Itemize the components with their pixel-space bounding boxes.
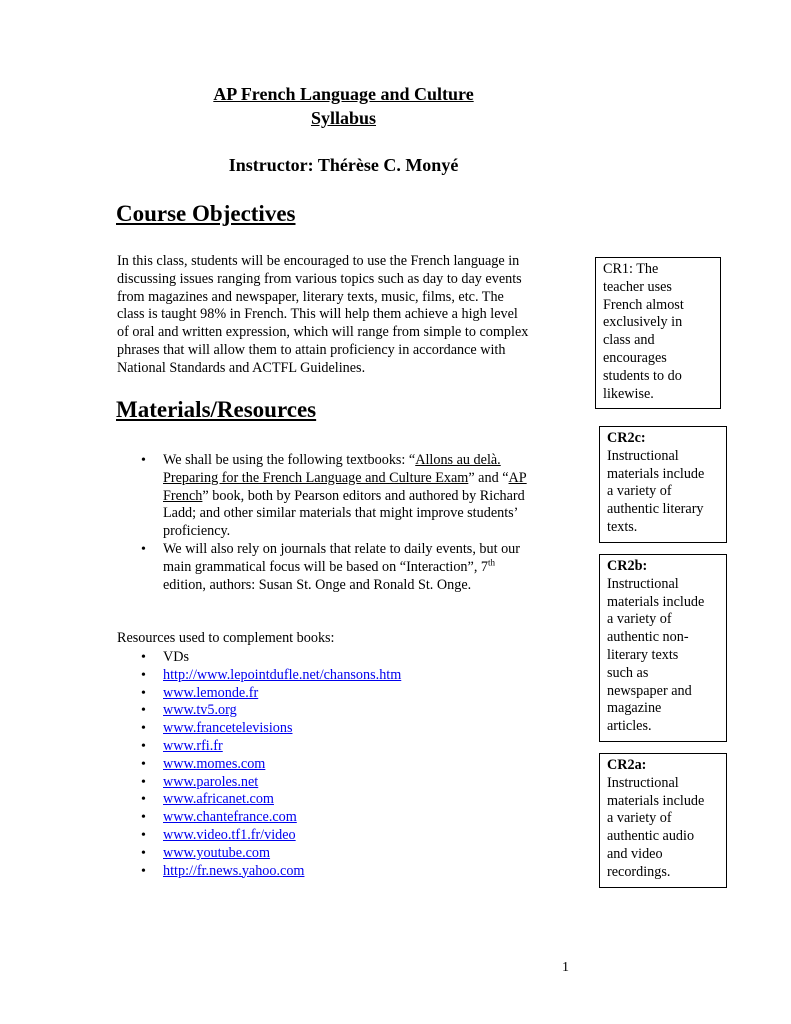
list-item: [141, 791, 541, 809]
objectives-line: of oral and written expression, which will range from simple to complex: [117, 324, 529, 341]
resource-link[interactable]: www.africanet.com: [163, 791, 274, 808]
objectives-line: from magazines and newspaper, literary texts, music, films, etc. The: [117, 288, 504, 305]
cr2b-box: CR2b: Instructional materials include a variety of authentic non- literary texts such as newspaper and magazine articles.: [599, 554, 727, 742]
list-item: • We will also rely on journals that relate to daily events, but our main grammatical focus will be based on “Interaction”, 7th edition, authors: Susan St. Onge and Ronald St. Onge.: [141, 541, 571, 594]
course-objectives-paragraph: [117, 253, 587, 378]
cr1-box: CR1: The teacher uses French almost exclusively in class and encourages students to do likewise.: [595, 257, 721, 409]
textbook-link-allons[interactable]: Allons au delà.: [415, 452, 501, 468]
cr2a-box: CR2a: Instructional materials include a variety of authentic audio and video recordings.: [599, 753, 727, 888]
list-item: [141, 774, 541, 792]
objectives-line: National Standards and ACTFL Guidelines.: [117, 359, 366, 376]
cr2b-title: CR2b:: [607, 558, 648, 574]
syllabus-subtitle: Syllabus: [310, 108, 377, 128]
resource-link[interactable]: www.lemonde.fr: [163, 684, 259, 701]
list-item: [141, 827, 541, 845]
list-item: [141, 738, 541, 756]
resource-link[interactable]: www.video.tf1.fr/video: [163, 826, 296, 843]
objectives-line: In this class, students will be encouraged to use the French language in: [117, 253, 520, 269]
list-item: [141, 649, 541, 667]
objectives-line: discussing issues ranging from various topics such as day to day events: [117, 270, 522, 287]
textbook-list: [141, 452, 571, 594]
list-item: [141, 809, 541, 827]
instructor-line: Instructor: Thérèse C. Monyé: [228, 155, 459, 175]
resource-link[interactable]: www.youtube.com: [163, 844, 271, 861]
resource-link[interactable]: www.paroles.net: [163, 773, 259, 790]
resource-link[interactable]: www.francetelevisions: [163, 720, 293, 737]
list-item: [141, 845, 541, 863]
resource-link[interactable]: www.tv5.org: [163, 702, 237, 719]
resources-intro: Resources used to complement books:: [117, 630, 335, 646]
resources-list: [141, 649, 541, 880]
list-item: [141, 667, 541, 685]
list-item: [141, 685, 541, 703]
resource-link[interactable]: http://fr.news.yahoo.com: [163, 862, 305, 879]
resource-label: VDs: [163, 649, 190, 665]
resource-link[interactable]: www.chantefrance.com: [163, 809, 297, 826]
course-objectives-heading: Course Objectives: [116, 201, 296, 226]
cr2c-box: CR2c: Instructional materials include a variety of authentic literary texts.: [599, 426, 727, 543]
list-item: [141, 720, 541, 738]
cr2c-title: CR2c:: [607, 430, 646, 446]
page-number: 1: [562, 960, 569, 975]
syllabus-title: AP French Language and Culture: [213, 84, 474, 104]
textbook-link-allons-cont[interactable]: Preparing for the French Language and Culture Exam: [163, 469, 469, 486]
list-item: [141, 702, 541, 720]
cr2a-title: CR2a:: [607, 757, 647, 773]
textbook-link-ap-french[interactable]: AP: [508, 469, 527, 486]
objectives-line: phrases that will allow them to attain proficiency in accordance with: [117, 341, 506, 358]
list-item: [141, 863, 541, 881]
objectives-line: class is taught 98% in French. This will help them achieve a high level: [117, 306, 518, 323]
materials-heading: Materials/Resources: [116, 397, 317, 422]
resource-link[interactable]: http://www.lepointdufle.net/chansons.htm: [163, 666, 402, 683]
list-item: [141, 756, 541, 774]
resource-link[interactable]: www.rfi.fr: [163, 737, 223, 754]
resource-link[interactable]: www.momes.com: [163, 755, 266, 772]
textbook-link-ap-french-cont[interactable]: French: [163, 487, 203, 504]
list-item: • We shall be using the following textbooks: “Allons au delà. Preparing for the French Language and Culture Exam” and “AP French” book, both by Pearson editors and authored by Richard Ladd; and other similar materials that might improve students’ proficiency.: [141, 452, 571, 541]
